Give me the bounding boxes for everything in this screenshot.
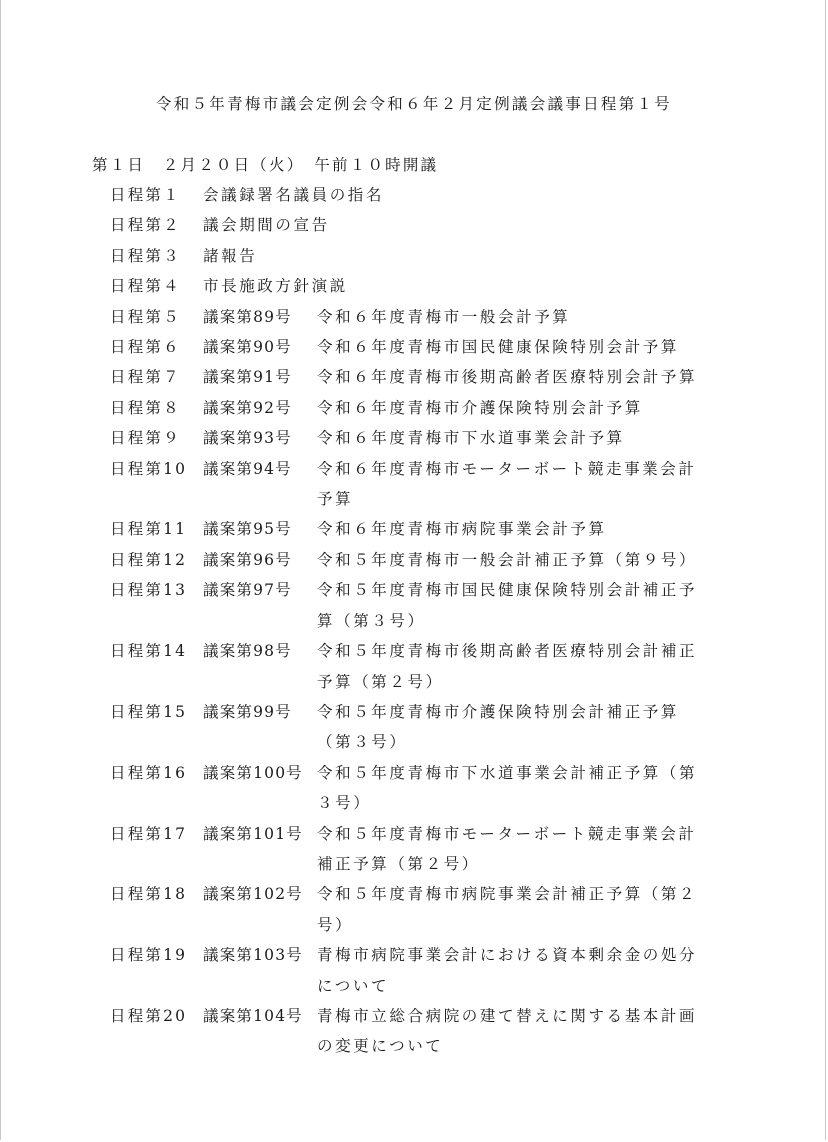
agenda-item-description xyxy=(317,758,727,819)
agenda-item-description-line: 令和６年度青梅市一般会計予算 xyxy=(317,307,571,326)
agenda-item-bill-number: 議案第91号 xyxy=(203,368,292,387)
agenda-item-description-line: 補正予算（第２号） xyxy=(317,854,480,873)
agenda-item-bill-number: 議案第96号 xyxy=(203,550,292,569)
agenda-item-description-line: （第３号） xyxy=(317,733,408,752)
agenda-item-number: 日程第20 xyxy=(110,1006,188,1025)
agenda-item-description-line: の変更について xyxy=(317,1037,444,1056)
agenda-item-description xyxy=(317,575,727,636)
agenda-item-description xyxy=(203,271,703,301)
agenda-item xyxy=(110,545,730,575)
agenda-item-bill-number: 議案第98号 xyxy=(203,642,292,661)
agenda-item-bill-number: 議案第103号 xyxy=(203,946,303,965)
agenda-item-description xyxy=(317,819,727,880)
agenda-item-number: 日程第13 xyxy=(110,581,188,600)
agenda-item-number: 日程第９ xyxy=(110,429,181,448)
agenda-item-description-line: 諸報告 xyxy=(203,246,258,265)
agenda-item-description xyxy=(203,241,703,271)
agenda-item-number: 日程第２ xyxy=(110,216,181,235)
agenda-item xyxy=(110,697,730,758)
agenda-item-bill-number: 議案第94号 xyxy=(203,459,292,478)
agenda-item xyxy=(110,575,730,636)
agenda-item-description xyxy=(317,545,727,575)
agenda-item-bill-number: 議案第95号 xyxy=(203,520,292,539)
agenda-item-number: 日程第３ xyxy=(110,246,181,265)
agenda-item-bill-number: 議案第97号 xyxy=(203,581,292,600)
agenda-item-description xyxy=(317,697,727,758)
agenda-item-number: 日程第11 xyxy=(110,520,188,539)
agenda-item xyxy=(110,241,730,271)
agenda-item xyxy=(110,210,730,240)
agenda-item-description xyxy=(317,1001,727,1062)
agenda-item xyxy=(110,636,730,697)
agenda-item-description-line: 予算 xyxy=(317,490,354,509)
agenda-item-description-line: 議会期間の宣告 xyxy=(203,216,330,235)
agenda-item-description-line: 会議録署名議員の指名 xyxy=(203,186,385,204)
agenda-item-description-line: ３号） xyxy=(317,794,372,813)
agenda-item-description xyxy=(317,454,727,515)
agenda-item-description xyxy=(203,210,703,240)
agenda-item-description-line: 青梅市立総合病院の建て替えに関する基本計画 xyxy=(317,1006,698,1025)
agenda-item-description-line: 令和６年度青梅市下水道事業会計予算 xyxy=(317,429,625,448)
agenda-item-number: 日程第10 xyxy=(110,459,188,478)
agenda-item xyxy=(110,423,730,453)
agenda-item-description xyxy=(317,423,727,453)
agenda-item-number: 日程第４ xyxy=(110,277,181,296)
agenda-item-description-line: 令和５年度青梅市下水道事業会計補正予算（第 xyxy=(317,763,698,782)
agenda-item xyxy=(110,758,730,819)
agenda-item xyxy=(110,302,730,332)
agenda-item-description xyxy=(317,940,727,1001)
agenda-item xyxy=(110,180,730,210)
agenda-item-number: 日程第16 xyxy=(110,763,188,782)
agenda-item-bill-number: 議案第89号 xyxy=(203,307,292,326)
agenda-item-description-line: 令和６年度青梅市モーターボート競走事業会計 xyxy=(317,459,697,478)
agenda-item-number: 日程第５ xyxy=(110,307,181,326)
agenda-item-description-line: 令和６年度青梅市国民健康保険特別会計予算 xyxy=(317,338,680,357)
agenda-item-description xyxy=(317,879,727,940)
agenda-item xyxy=(110,879,730,940)
agenda-item-bill-number: 議案第104号 xyxy=(203,1006,303,1025)
agenda-item-description-line: 号） xyxy=(317,915,354,934)
agenda-item-description-line: 令和５年度青梅市国民健康保険特別会計補正予 xyxy=(317,581,698,600)
agenda-item-number: 日程第７ xyxy=(110,368,181,387)
agenda-item-description-line: 青梅市病院事業会計における資本剰余金の処分 xyxy=(317,946,698,965)
agenda-item-number: 日程第12 xyxy=(110,550,188,569)
agenda-item xyxy=(110,362,730,392)
document-title: 令和５年青梅市議会定例会令和６年２月定例議会議事日程第１号 xyxy=(155,95,673,113)
agenda-item-number: 日程第８ xyxy=(110,398,181,417)
agenda-item-number: 日程第18 xyxy=(110,885,188,904)
agenda-item-description-line: 令和５年度青梅市介護保険特別会計補正予算 xyxy=(317,702,680,721)
agenda-item-description xyxy=(203,180,703,210)
agenda-item-bill-number: 議案第92号 xyxy=(203,398,292,417)
agenda-item-description-line: 令和６年度青梅市介護保険特別会計予算 xyxy=(317,398,643,417)
agenda-item-number: 日程第19 xyxy=(110,946,188,965)
agenda-item-description xyxy=(317,514,727,544)
agenda-item-number: 日程第14 xyxy=(110,642,188,661)
agenda-item xyxy=(110,1001,730,1062)
agenda-item-description-line: 令和５年度青梅市一般会計補正予算（第９号） xyxy=(317,550,698,569)
agenda-item xyxy=(110,819,730,880)
agenda-item-number: 日程第１ xyxy=(110,186,181,204)
agenda-item-description xyxy=(317,393,727,423)
agenda-item-bill-number: 議案第102号 xyxy=(203,885,303,904)
agenda-item-description-line: 算（第３号） xyxy=(317,611,426,630)
agenda-item-bill-number: 議案第100号 xyxy=(203,763,303,782)
agenda-item-number: 日程第15 xyxy=(110,702,188,721)
agenda-item-bill-number: 議案第99号 xyxy=(203,702,292,721)
agenda-item xyxy=(110,940,730,1001)
agenda-item xyxy=(110,271,730,301)
agenda-item-number: 日程第17 xyxy=(110,824,188,843)
agenda-item-description-line: 令和５年度青梅市病院事業会計補正予算（第２ xyxy=(317,885,698,904)
agenda-item-description-line: 令和５年度青梅市モーターボート競走事業会計 xyxy=(317,824,697,843)
agenda-item xyxy=(110,393,730,423)
agenda-item-description-line: 市長施政方針演説 xyxy=(203,277,348,296)
agenda-item xyxy=(110,332,730,362)
agenda-item-description-line: 令和６年度青梅市病院事業会計予算 xyxy=(317,520,607,539)
agenda-item xyxy=(110,454,730,515)
agenda-item-bill-number: 議案第90号 xyxy=(203,338,292,357)
agenda-item-description-line: について xyxy=(317,976,390,995)
agenda-item-description-line: 令和５年度青梅市後期高齢者医療特別会計補正 xyxy=(317,642,698,661)
agenda-item-description xyxy=(317,302,727,332)
session-day-line: 第１日 ２月２０日（火） 午前１０時開議 xyxy=(92,156,439,174)
agenda-item-number: 日程第６ xyxy=(110,338,181,357)
agenda-item-description xyxy=(317,636,727,697)
agenda-item-bill-number: 議案第101号 xyxy=(203,824,303,843)
agenda-item-description-line: 予算（第２号） xyxy=(317,672,444,691)
agenda-item-description xyxy=(317,332,727,362)
agenda-list xyxy=(110,180,730,1062)
agenda-item-description xyxy=(317,362,727,392)
agenda-item-bill-number: 議案第93号 xyxy=(203,429,292,448)
agenda-item-description-line: 令和６年度青梅市後期高齢者医療特別会計予算 xyxy=(317,368,698,387)
agenda-item xyxy=(110,514,730,544)
